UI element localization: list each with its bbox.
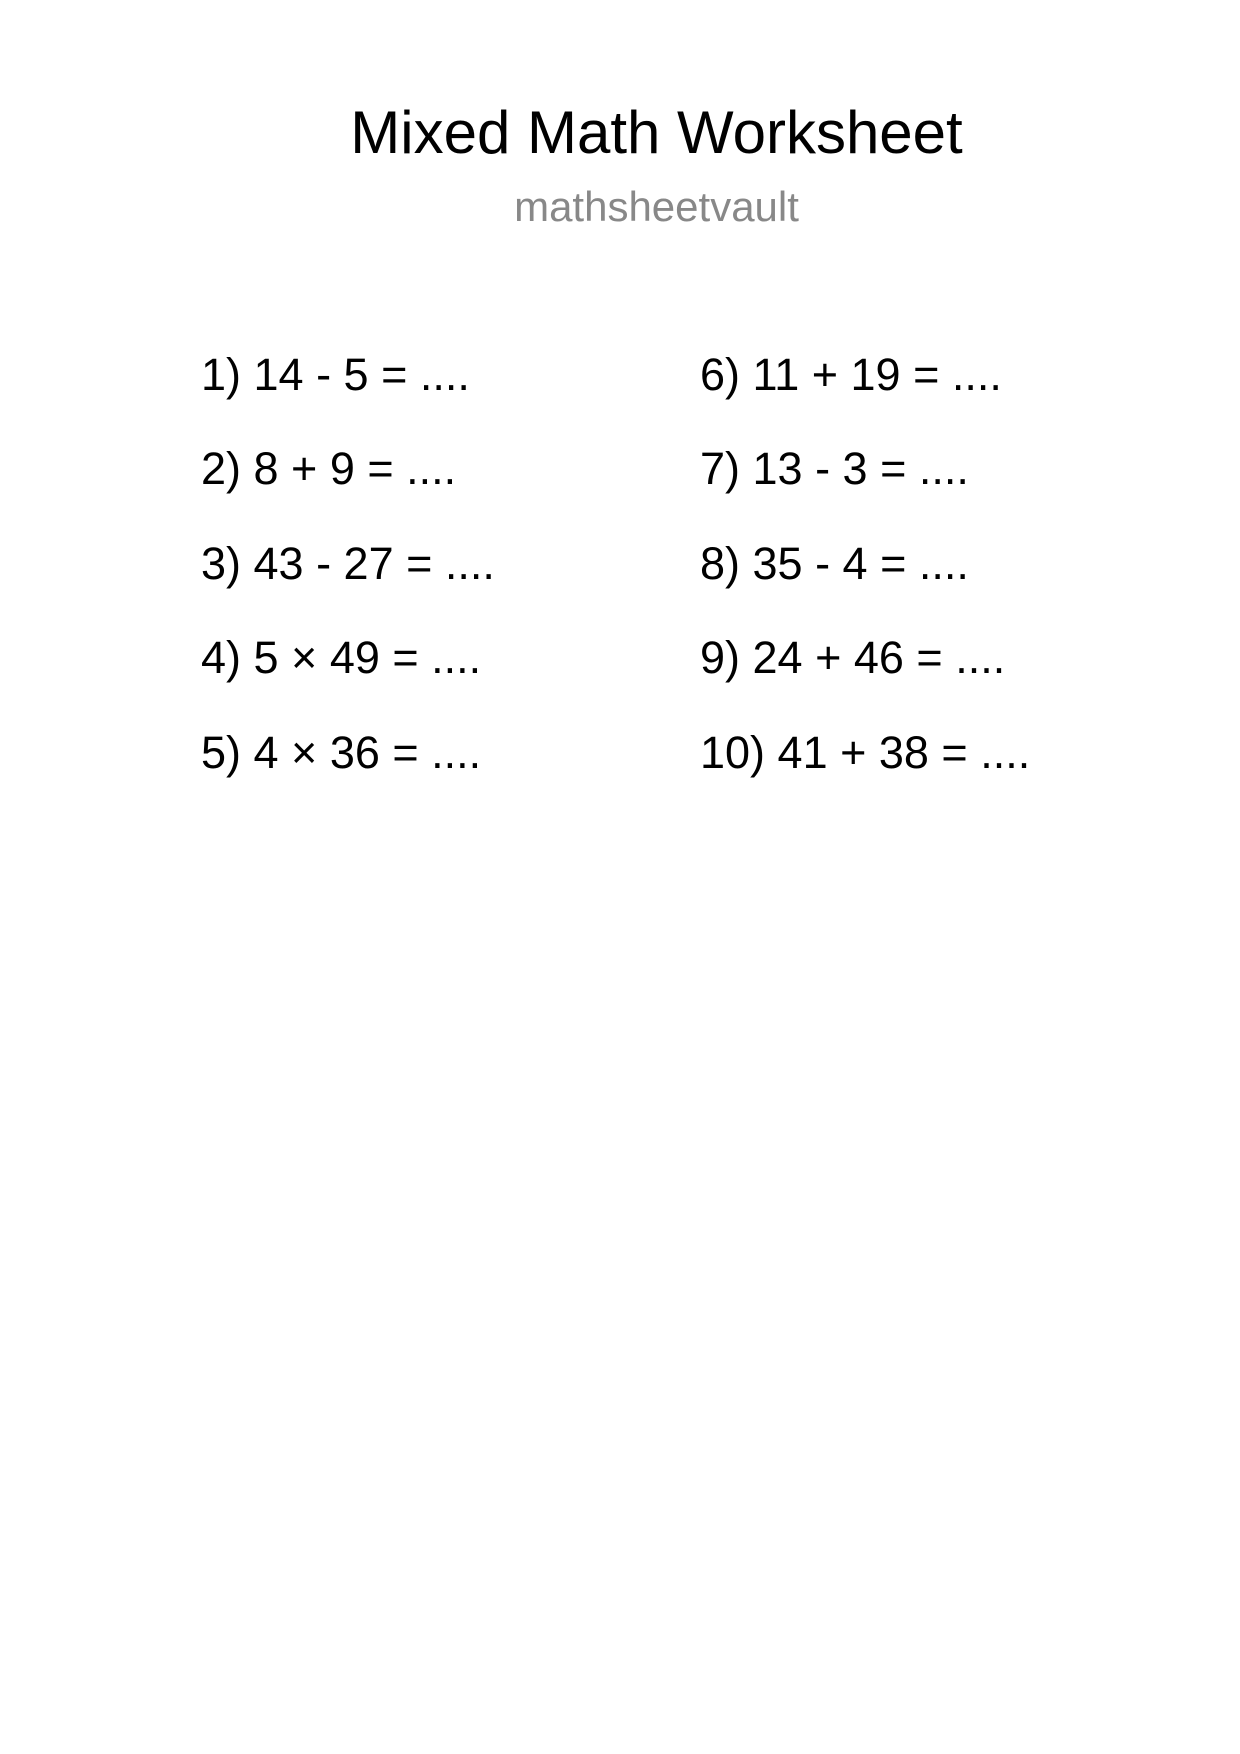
problem-9: 9) 24 + 46 = .... [700,632,1006,683]
worksheet-title: Mixed Math Worksheet [350,99,963,166]
problem-6: 6) 11 + 19 = .... [700,349,1002,400]
problem-4: 4) 5 × 49 = .... [201,632,482,683]
problem-8: 8) 35 - 4 = .... [700,538,969,589]
problem-7: 7) 13 - 3 = .... [700,443,969,494]
problem-5: 5) 4 × 36 = .... [201,727,482,778]
problem-10: 10) 41 + 38 = .... [700,727,1031,778]
problem-1: 1) 14 - 5 = .... [201,349,470,400]
problem-2: 2) 8 + 9 = .... [201,443,457,494]
worksheet-subtitle: mathsheetvault [514,183,799,230]
problem-3: 3) 43 - 27 = .... [201,538,495,589]
